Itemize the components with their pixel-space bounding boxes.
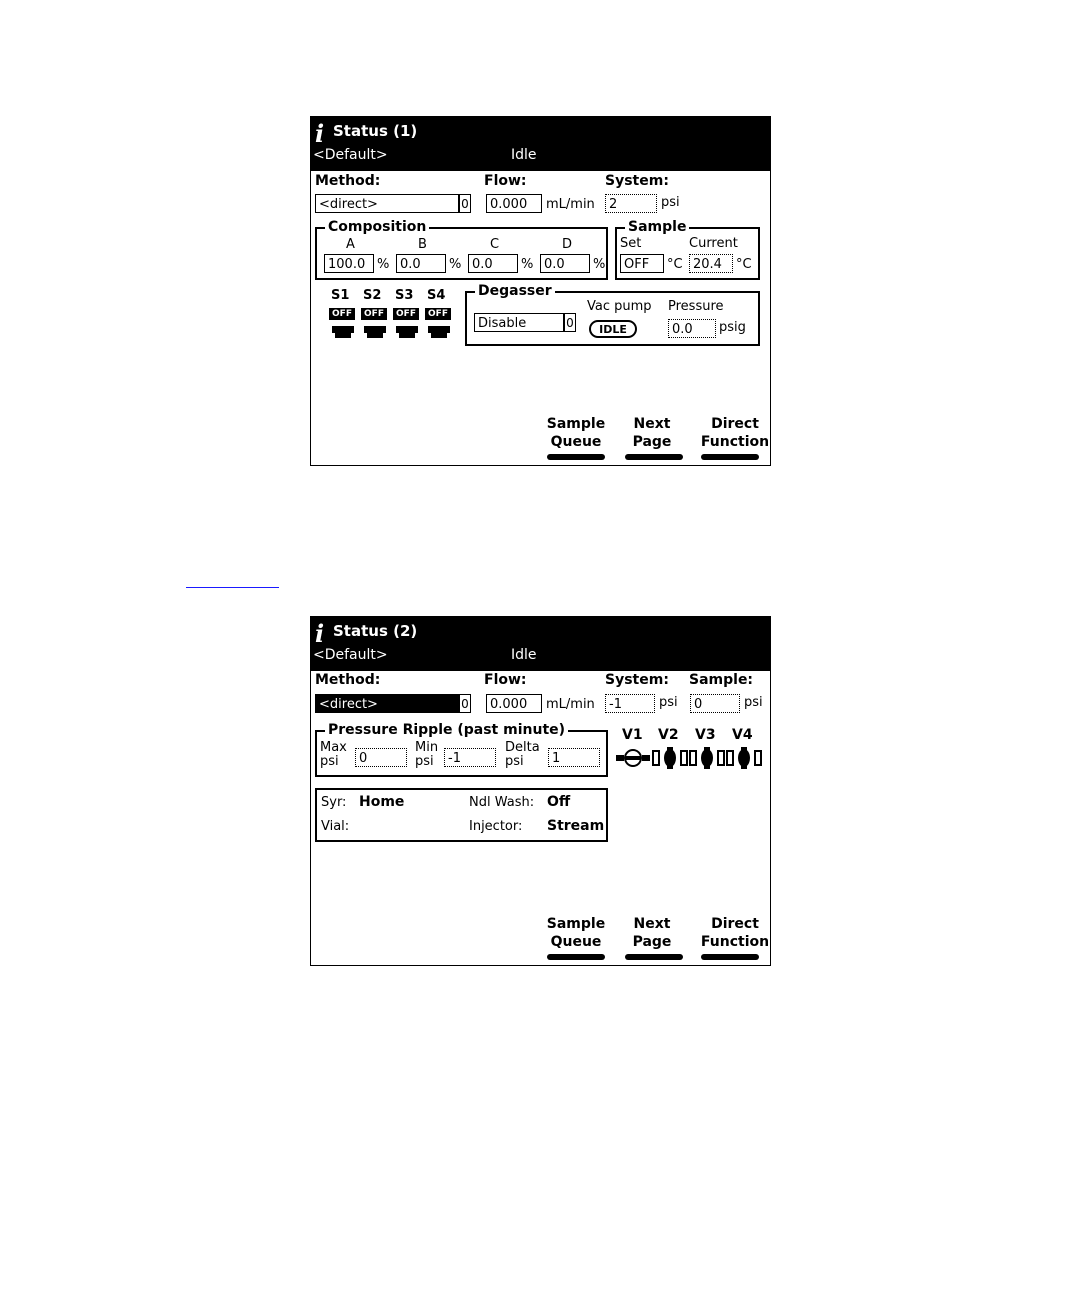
system-pressure-field: -1: [605, 694, 655, 713]
switch-s3-state: OFF: [393, 308, 419, 320]
channel-b-field[interactable]: 0.0: [396, 254, 446, 273]
figure-link[interactable]: [186, 587, 279, 588]
needle-wash-value: Off: [547, 794, 571, 810]
switch-s2-label: S2: [363, 288, 382, 303]
info-icon: i: [315, 119, 325, 148]
next-page-softkey[interactable]: [622, 415, 682, 451]
next-page-softkey[interactable]: [622, 915, 682, 951]
min-label-line2: psi: [415, 754, 434, 769]
sample-set-unit: °C: [667, 257, 683, 272]
delta-ripple-field: 1: [548, 748, 600, 767]
screen-title: Status (1): [333, 122, 418, 140]
max-label-line1: Max: [320, 740, 347, 755]
sample-label: Sample:: [689, 672, 754, 688]
flow-unit: mL/min: [546, 697, 595, 712]
method-label: Method:: [315, 672, 381, 688]
method-count: 0: [459, 694, 471, 713]
pressure-label: Pressure: [668, 299, 724, 314]
valve-v3-label: V3: [695, 727, 716, 743]
min-ripple-field: -1: [444, 748, 496, 767]
sample-current-label: Current: [689, 236, 738, 251]
softkey-line2: Page: [632, 434, 672, 450]
vial-label: Vial:: [321, 819, 350, 834]
valve-v4-label: V4: [732, 727, 753, 743]
switch-s1-state: OFF: [329, 308, 355, 320]
method-name: <Default>: [313, 147, 388, 163]
softkey-line1: Next: [633, 416, 671, 432]
sample-temp-group: [615, 219, 760, 280]
run-state: Idle: [511, 147, 537, 163]
min-label: [415, 741, 438, 769]
switch-s4-label: S4: [427, 288, 446, 303]
channel-a-label: A: [346, 237, 355, 252]
channel-b-label: B: [418, 237, 427, 252]
switch-s3-icon: [395, 325, 419, 339]
delta-label: [505, 741, 540, 769]
channel-d-field[interactable]: 0.0: [540, 254, 590, 273]
status-screen-1: [310, 116, 771, 466]
softkey-line2: Page: [632, 934, 672, 950]
direct-function-softkey[interactable]: [699, 415, 771, 451]
run-state: Idle: [511, 647, 537, 663]
degasser-mode-field[interactable]: Disable: [474, 313, 564, 332]
sample-queue-softkey-bar[interactable]: [547, 954, 605, 960]
softkey-line2: Queue: [550, 434, 602, 450]
softkey-line2: Queue: [550, 934, 602, 950]
pressure-unit: psig: [719, 320, 746, 335]
sample-set-label: Set: [620, 236, 642, 251]
needle-wash-label: Ndl Wash:: [469, 795, 535, 810]
direct-function-softkey-bar[interactable]: [701, 954, 759, 960]
degasser-pressure-field: 0.0: [668, 319, 716, 338]
valve-closed-icon[interactable]: [689, 747, 725, 769]
degasser-group: [465, 283, 760, 346]
delta-label-line2: psi: [505, 754, 524, 769]
channel-a-unit: %: [377, 257, 390, 272]
method-label: Method:: [315, 173, 381, 189]
flow-unit: mL/min: [546, 197, 595, 212]
channel-d-unit: %: [593, 257, 606, 272]
switch-s2-icon: [363, 325, 387, 339]
valve-open-icon[interactable]: [615, 747, 651, 769]
degasser-mode-count: 0: [564, 313, 576, 332]
channel-c-unit: %: [521, 257, 534, 272]
softkey-line1: Sample: [546, 916, 606, 932]
direct-function-softkey-bar[interactable]: [701, 454, 759, 460]
channel-c-field[interactable]: 0.0: [468, 254, 518, 273]
method-name: <Default>: [313, 647, 388, 663]
system-label: System:: [605, 173, 669, 189]
title-bar: [311, 117, 770, 171]
vac-pump-label: Vac pump: [587, 299, 652, 314]
channel-b-unit: %: [449, 257, 462, 272]
vac-pump-status: IDLE: [589, 320, 637, 338]
softkey-line2: Function: [700, 434, 770, 450]
method-field[interactable]: <direct>: [315, 694, 459, 713]
switch-s4-icon: [427, 325, 451, 339]
sample-set-field[interactable]: OFF: [620, 254, 664, 273]
sample-queue-softkey[interactable]: [546, 915, 606, 951]
switch-s2-state: OFF: [361, 308, 387, 320]
softkey-line1: Direct: [711, 916, 759, 932]
system-unit: psi: [659, 695, 678, 710]
system-pressure-field: 2: [605, 194, 657, 213]
sample-pressure-field: 0: [690, 694, 740, 713]
flow-label: Flow:: [484, 173, 527, 189]
degasser-title: Degasser: [475, 283, 555, 299]
valve-v2-label: V2: [658, 727, 679, 743]
title-bar: [311, 617, 770, 671]
syr-label: Syr:: [321, 795, 347, 810]
sample-queue-softkey[interactable]: [546, 415, 606, 451]
delta-label-line1: Delta: [505, 740, 540, 755]
method-count: 0: [459, 194, 471, 213]
sample-title: Sample: [625, 219, 689, 235]
channel-c-label: C: [490, 237, 500, 252]
sample-unit: psi: [744, 695, 763, 710]
switch-s1-icon: [331, 325, 355, 339]
autosampler-status-box: [315, 788, 608, 842]
valve-v1-label: V1: [622, 727, 643, 743]
direct-function-softkey[interactable]: [699, 915, 771, 951]
injector-value: Stream: [547, 818, 605, 834]
next-page-softkey-bar[interactable]: [625, 454, 683, 460]
switch-s3-label: S3: [395, 288, 414, 303]
softkey-line1: Next: [633, 916, 671, 932]
channel-d-label: D: [562, 237, 573, 252]
switch-s1-label: S1: [331, 288, 350, 303]
max-label: [320, 741, 347, 769]
syr-value: Home: [359, 794, 405, 810]
sample-current-field: 20.4: [689, 254, 733, 273]
flow-field[interactable]: 0.000: [486, 694, 542, 713]
min-label-line1: Min: [415, 740, 439, 755]
pressure-ripple-title: Pressure Ripple (past minute): [325, 722, 568, 738]
sample-queue-softkey-bar[interactable]: [547, 454, 605, 460]
screen-title: Status (2): [333, 622, 418, 640]
pressure-ripple-group: [315, 722, 608, 777]
max-ripple-field: 0: [355, 748, 407, 767]
composition-title: Composition: [325, 219, 429, 235]
valve-closed-icon[interactable]: [652, 747, 688, 769]
status-screen-2: [310, 616, 771, 966]
method-field[interactable]: <direct>: [315, 194, 459, 213]
info-icon: i: [315, 619, 325, 648]
system-unit: psi: [661, 195, 680, 210]
softkey-line1: Direct: [711, 416, 759, 432]
max-label-line2: psi: [320, 754, 339, 769]
system-label: System:: [605, 672, 669, 688]
flow-field[interactable]: 0.000: [486, 194, 542, 213]
next-page-softkey-bar[interactable]: [625, 954, 683, 960]
channel-a-field[interactable]: 100.0: [324, 254, 374, 273]
injector-label: Injector:: [469, 819, 523, 834]
composition-group: [315, 219, 608, 280]
flow-label: Flow:: [484, 672, 527, 688]
softkey-line1: Sample: [546, 416, 606, 432]
sample-current-unit: °C: [736, 257, 752, 272]
switch-s4-state: OFF: [425, 308, 451, 320]
softkey-line2: Function: [700, 934, 770, 950]
valve-closed-icon[interactable]: [726, 747, 762, 769]
